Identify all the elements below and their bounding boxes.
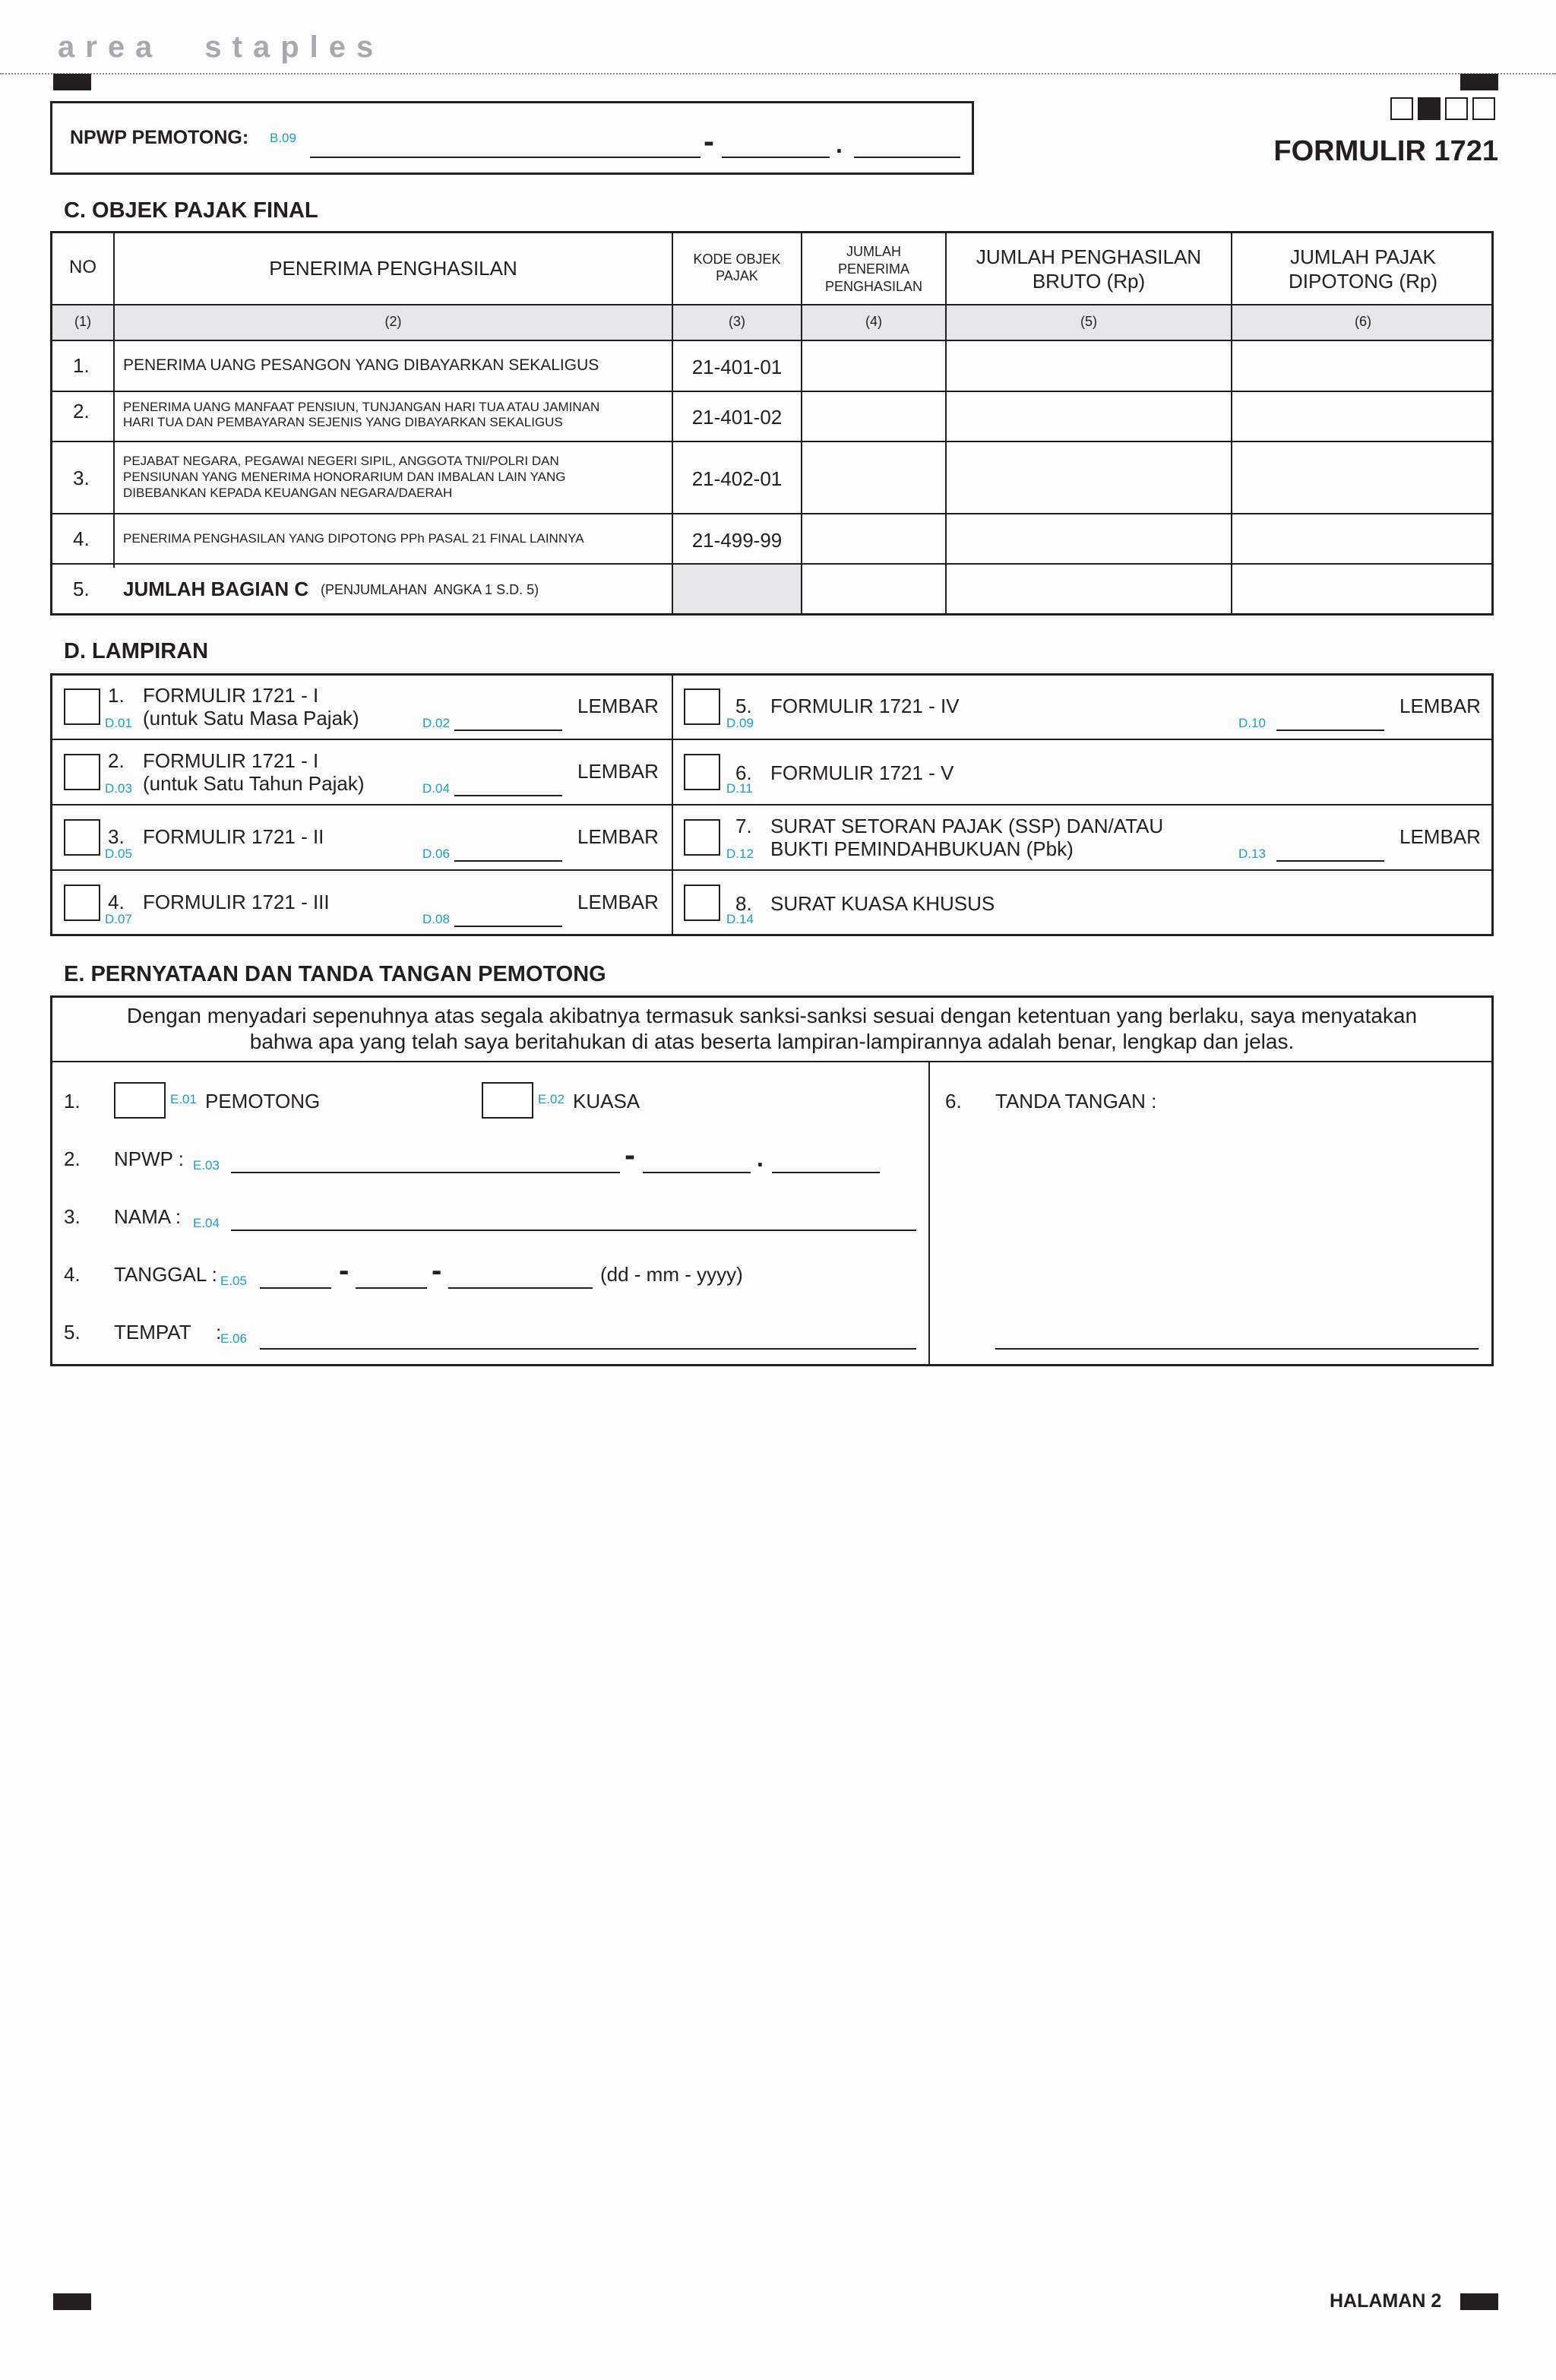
row-1-dipotong-cell[interactable] xyxy=(1232,341,1492,391)
table-row-desc-line: DIBEBANKAN KEPADA KEUANGAN NEGARA/DAERAH xyxy=(123,486,453,500)
lampiran-1-lembar-field[interactable] xyxy=(454,714,562,731)
e-item-no: 6. xyxy=(945,1090,962,1112)
lembar-label: LEMBAR xyxy=(1399,825,1481,848)
lampiran-2-lembar-field[interactable] xyxy=(454,780,562,796)
table-row-desc-line: HARI TUA DAN PEMBAYARAN SEJENIS YANG DIBAYARKAN SEKALIGUS xyxy=(123,415,563,429)
lampiran-code: D.12 xyxy=(726,847,754,861)
lampiran-code: D.14 xyxy=(726,912,754,926)
row-3-bruto-cell[interactable] xyxy=(947,442,1231,513)
e03-code: E.03 xyxy=(193,1158,220,1173)
lampiran-no: 6. xyxy=(735,761,752,784)
lampiran-label-sub: (untuk Satu Tahun Pajak) xyxy=(143,772,365,795)
table-total-no: 5. xyxy=(73,578,90,600)
row-4-dipotong-cell[interactable] xyxy=(1232,514,1492,563)
npwp-dash: - xyxy=(704,123,714,159)
lampiran-code: D.04 xyxy=(422,781,450,796)
lampiran-code: D.10 xyxy=(1238,716,1266,730)
e-item-no: 2. xyxy=(64,1147,81,1170)
table-row-desc: PENERIMA PENGHASILAN YANG DIPOTONG PPh PASAL 21 FINAL LAINNYA xyxy=(123,531,584,546)
row-3-jumlah-penerima-cell[interactable] xyxy=(802,442,945,513)
lampiran-4-checkbox[interactable] xyxy=(64,885,100,921)
page-number: HALAMAN 2 xyxy=(1330,2290,1442,2312)
lampiran-7-lembar-field[interactable] xyxy=(1276,845,1384,862)
col-header-kode-line: PAJAK xyxy=(716,268,758,283)
row-1-jumlah-penerima-cell[interactable] xyxy=(802,341,945,391)
npwp-dot: . xyxy=(836,131,843,158)
lampiran-label: SURAT SETORAN PAJAK (SSP) DAN/ATAU xyxy=(770,815,1164,837)
total-jumlah-penerima-cell[interactable] xyxy=(802,565,945,613)
lampiran-label: SURAT KUASA KHUSUS xyxy=(770,892,995,915)
npwp-pemotong-field-3[interactable] xyxy=(854,143,960,158)
col-num-2: (2) xyxy=(384,314,402,329)
col-header-bruto xyxy=(947,245,1231,293)
table-row-desc-line: PENERIMA UANG MANFAAT PENSIUN, TUNJANGAN HARI TUA ATAU JAMINAN xyxy=(123,400,600,414)
pemotong-checkbox[interactable] xyxy=(114,1082,166,1119)
table-row-desc xyxy=(123,400,599,430)
date-dash: - xyxy=(432,1254,442,1287)
e05-code: E.05 xyxy=(220,1274,247,1288)
lampiran-code: D.07 xyxy=(105,912,132,926)
lampiran-8-checkbox[interactable] xyxy=(684,885,720,921)
e-item-no: 3. xyxy=(64,1205,81,1228)
row-1-bruto-cell[interactable] xyxy=(947,341,1231,391)
lembar-label: LEMBAR xyxy=(577,760,659,783)
table-row-desc: PENERIMA UANG PESANGON YANG DIBAYARKAN SEKALIGUS xyxy=(123,356,599,374)
corner-marker-bottom-left xyxy=(53,2293,91,2310)
col-num-6: (6) xyxy=(1355,314,1371,329)
nama-label: NAMA : xyxy=(114,1205,182,1228)
staple-dotted-line xyxy=(0,73,1556,74)
lampiran-label: FORMULIR 1721 - I xyxy=(143,749,319,772)
col-header-kode-line: KODE OBJEK xyxy=(693,252,781,267)
row-4-jumlah-penerima-cell[interactable] xyxy=(802,514,945,563)
table-row-no: 2. xyxy=(73,400,90,423)
table-total-label: JUMLAH BAGIAN C xyxy=(123,578,309,600)
col-header-bruto-line: JUMLAH PENGHASILAN xyxy=(976,245,1202,268)
col-num-1: (1) xyxy=(74,314,91,329)
col-header-jumlah-penerima-line: JUMLAH xyxy=(846,244,901,259)
lembar-label: LEMBAR xyxy=(577,695,659,717)
tanggal-year-field[interactable] xyxy=(448,1272,593,1289)
lembar-label: LEMBAR xyxy=(577,891,659,913)
e02-code: E.02 xyxy=(538,1092,565,1106)
lampiran-no: 3. xyxy=(108,825,125,848)
lampiran-label-sub: (untuk Satu Masa Pajak) xyxy=(143,707,359,730)
signature-field[interactable] xyxy=(995,1216,1479,1350)
tanggal-month-field[interactable] xyxy=(356,1272,427,1289)
lampiran-code: D.09 xyxy=(726,716,754,730)
section-d-title: D. LAMPIRAN xyxy=(64,639,209,663)
lampiran-3-lembar-field[interactable] xyxy=(454,845,562,862)
statement-line: Dengan menyadari sepenuhnya atas segala akibatnya termasuk sanksi-sanksi sesuai dengan ketentuan yang berlaku, saya menyatakan xyxy=(126,1004,1418,1027)
table-row-code: 21-401-01 xyxy=(691,356,783,378)
tanda-tangan-label: TANDA TANGAN : xyxy=(995,1090,1157,1112)
page-indicator xyxy=(1390,97,1500,122)
lampiran-code: D.03 xyxy=(105,781,132,796)
col-header-jumlah-penerima-line: PENERIMA xyxy=(837,261,910,277)
corner-marker-top-right xyxy=(1460,74,1498,90)
d-hline xyxy=(50,739,1494,740)
section-c-title: C. OBJEK PAJAK FINAL xyxy=(64,198,318,223)
tanggal-label: TANGGAL : xyxy=(114,1263,217,1286)
e-item-no: 1. xyxy=(64,1090,81,1112)
date-format-hint: (dd - mm - yyyy) xyxy=(600,1263,743,1286)
col-num-4: (4) xyxy=(865,314,882,329)
col-header-dipotong xyxy=(1232,245,1494,293)
page-indicator-box-3 xyxy=(1445,97,1468,120)
pemotong-label: PEMOTONG xyxy=(205,1090,321,1112)
table-total-sub: (PENJUMLAHAN ANGKA 1 S.D. 5) xyxy=(321,582,539,597)
lampiran-5-lembar-field[interactable] xyxy=(1276,714,1384,731)
e-item-no: 4. xyxy=(64,1263,81,1286)
e-vline xyxy=(928,1061,930,1366)
lampiran-label: FORMULIR 1721 - III xyxy=(143,891,330,913)
total-dipotong-cell[interactable] xyxy=(1232,565,1492,613)
section-e-title: E. PERNYATAAN DAN TANDA TANGAN PEMOTONG xyxy=(64,962,606,986)
npwp-field-2[interactable] xyxy=(643,1157,751,1173)
statement-line: bahwa apa yang telah saya beritahukan di atas beserta lampiran-lampirannya adalah benar, lengkap dan jelas. xyxy=(249,1030,1295,1053)
lampiran-code: D.02 xyxy=(422,716,450,730)
lampiran-no: 8. xyxy=(735,892,752,915)
form-title: FORMULIR 1721 xyxy=(1273,135,1498,167)
table-row-code: 21-401-02 xyxy=(691,406,783,429)
lampiran-label: FORMULIR 1721 - I xyxy=(143,684,319,707)
lampiran-label-sub: BUKTI PEMINDAHBUKUAN (Pbk) xyxy=(770,837,1074,860)
npwp-pemotong-field-1[interactable] xyxy=(310,143,701,158)
row-2-bruto-cell[interactable] xyxy=(947,392,1231,441)
d-hline xyxy=(50,804,1494,805)
row-2-jumlah-penerima-cell[interactable] xyxy=(802,392,945,441)
e04-code: E.04 xyxy=(193,1216,220,1230)
row-2-dipotong-cell[interactable] xyxy=(1232,392,1492,441)
lampiran-code: D.05 xyxy=(105,847,132,861)
col-header-bruto-line: BRUTO (Rp) xyxy=(1032,270,1146,293)
e-item-no: 5. xyxy=(64,1321,81,1343)
page-indicator-box-4 xyxy=(1472,97,1495,120)
table-row-code: 21-499-99 xyxy=(691,529,783,552)
tempat-colon: : xyxy=(216,1321,222,1343)
lampiran-code: D.08 xyxy=(422,912,450,926)
lampiran-no: 2. xyxy=(108,749,125,772)
staple-area-label: area staples xyxy=(58,30,384,64)
lampiran-label: FORMULIR 1721 - V xyxy=(770,761,954,784)
lembar-label: LEMBAR xyxy=(577,825,659,848)
table-row-no: 4. xyxy=(73,527,90,550)
npwp-pemotong-label: NPWP PEMOTONG: xyxy=(70,127,249,148)
lembar-label: LEMBAR xyxy=(1399,695,1481,717)
d-hline xyxy=(50,869,1494,871)
lampiran-5-checkbox[interactable] xyxy=(684,688,720,725)
col-header-no: NO xyxy=(69,257,96,277)
tanggal-day-field[interactable] xyxy=(260,1272,331,1289)
col-num-3: (3) xyxy=(729,314,745,329)
corner-marker-top-left xyxy=(53,74,91,90)
lampiran-2-checkbox[interactable] xyxy=(64,754,100,790)
e-hline xyxy=(50,1061,1494,1062)
section-c-total-code-cell xyxy=(673,564,801,613)
statement xyxy=(52,1003,1491,1055)
corner-marker-bottom-right xyxy=(1460,2293,1498,2310)
npwp-field-1[interactable] xyxy=(231,1157,620,1173)
c-vline xyxy=(113,231,115,568)
lampiran-label: FORMULIR 1721 - II xyxy=(143,825,324,848)
row-3-dipotong-cell[interactable] xyxy=(1232,442,1492,513)
lampiran-label: FORMULIR 1721 - IV xyxy=(770,695,960,717)
e01-code: E.01 xyxy=(170,1092,197,1106)
lampiran-no: 4. xyxy=(108,891,125,913)
lampiran-no: 5. xyxy=(735,695,752,717)
col-header-kode xyxy=(673,251,801,284)
npwp-pemotong-code: B.09 xyxy=(270,131,296,145)
lampiran-1-checkbox[interactable] xyxy=(64,688,100,725)
date-dash: - xyxy=(339,1254,349,1287)
lampiran-no: 1. xyxy=(108,684,125,707)
c-hline xyxy=(50,304,1494,305)
lampiran-code: D.11 xyxy=(726,781,753,796)
kuasa-checkbox[interactable] xyxy=(482,1082,533,1119)
lampiran-code: D.01 xyxy=(105,716,132,730)
tempat-label: TEMPAT xyxy=(114,1321,191,1343)
col-header-jumlah-penerima xyxy=(802,243,945,296)
col-header-jumlah-penerima-line: PENGHASILAN xyxy=(824,279,923,294)
e06-code: E.06 xyxy=(220,1331,247,1346)
kuasa-label: KUASA xyxy=(573,1090,640,1112)
npwp-dash: - xyxy=(625,1137,635,1173)
col-header-dipotong-line: JUMLAH PAJAK xyxy=(1290,245,1436,268)
lampiran-6-checkbox[interactable] xyxy=(684,754,720,790)
lampiran-4-lembar-field[interactable] xyxy=(454,910,562,927)
lampiran-7-checkbox[interactable] xyxy=(684,819,720,856)
page-indicator-box-1 xyxy=(1390,97,1413,120)
lampiran-code: D.13 xyxy=(1238,847,1266,861)
col-header-penerima: PENERIMA PENGHASILAN xyxy=(269,257,517,280)
nama-field[interactable] xyxy=(231,1214,916,1231)
table-row-desc-line: PEJABAT NEGARA, PEGAWAI NEGERI SIPIL, ANGGOTA TNI/POLRI DAN xyxy=(123,454,559,468)
npwp-field-3[interactable] xyxy=(772,1157,880,1173)
npwp-pemotong-field-2[interactable] xyxy=(722,143,830,158)
row-4-bruto-cell[interactable] xyxy=(947,514,1231,563)
table-row-code: 21-402-01 xyxy=(691,467,783,490)
npwp-dot: . xyxy=(757,1144,764,1172)
npwp-label: NPWP : xyxy=(114,1147,184,1170)
table-row-desc-line: PENSIUNAN YANG MENERIMA HONORARIUM DAN IMBALAN LAIN YANG xyxy=(123,470,566,484)
col-num-5: (5) xyxy=(1080,314,1097,329)
col-header-dipotong-line: DIPOTONG (Rp) xyxy=(1289,270,1437,293)
lampiran-3-checkbox[interactable] xyxy=(64,819,100,856)
table-row-no: 1. xyxy=(73,354,90,377)
lampiran-no: 7. xyxy=(735,815,752,837)
tempat-field[interactable] xyxy=(260,1331,916,1350)
page-indicator-box-2-filled xyxy=(1418,97,1441,120)
table-row-desc xyxy=(123,453,566,501)
total-bruto-cell[interactable] xyxy=(947,565,1231,613)
table-row-no: 3. xyxy=(73,467,90,489)
lampiran-code: D.06 xyxy=(422,847,450,861)
